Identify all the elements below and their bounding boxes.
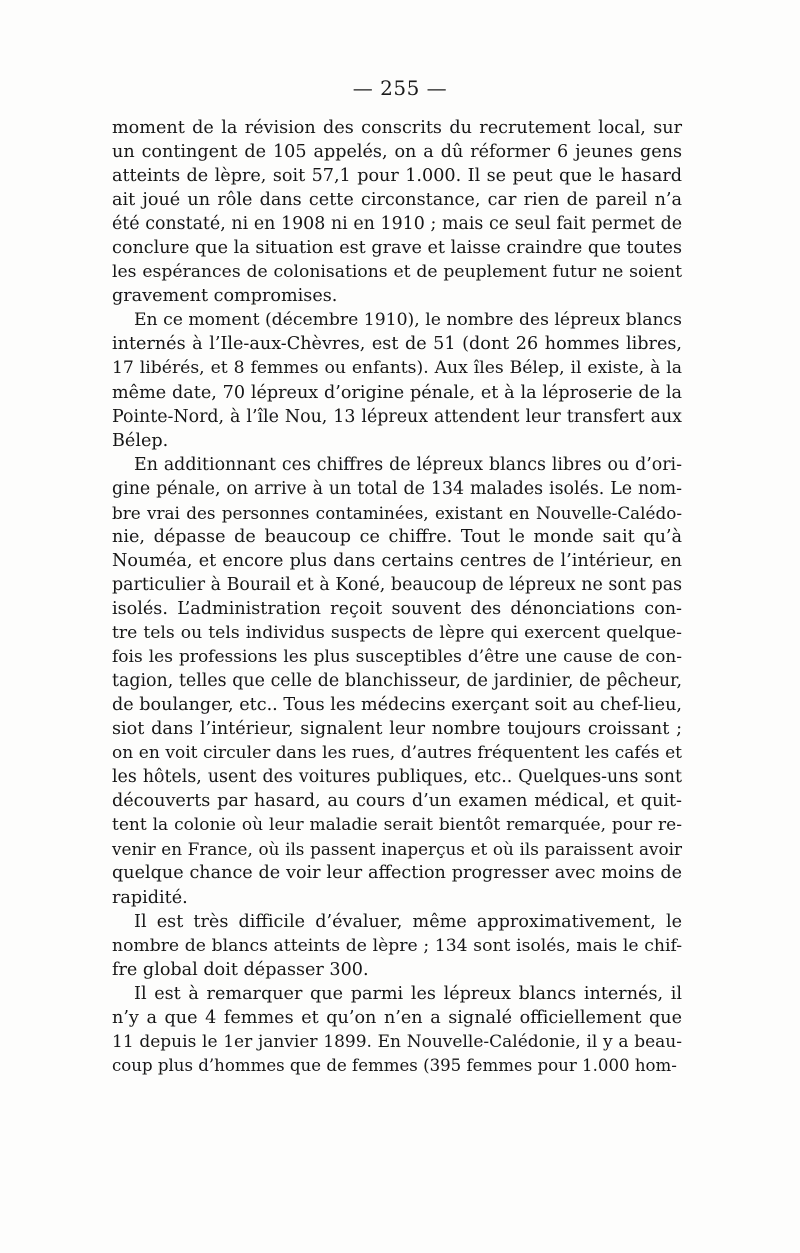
text-line: En additionnant ces chiffres de lépreux blancs libres ou d’ori- [134, 454, 682, 475]
text-line: un contingent de 105 appelés, on a dû réformer 6 jeunes gens [112, 142, 682, 163]
text-line: rapidité. [112, 887, 188, 908]
text-line: tagion, telles que celle de blanchisseur, de jardinier, de pêcheur, [112, 671, 682, 692]
text-line: isolés. L’administration reçoit souvent des dénonciations con- [112, 598, 682, 619]
text-line: les hôtels, usent des voitures publiques, etc.. Quelques-uns sont [112, 767, 682, 788]
text-line: siot dans l’intérieur, signalent leur nombre toujours croissant ; [112, 719, 682, 740]
text-line: 17 libérés, et 8 femmes ou enfants). Aux îles Bélep, il existe, à la [112, 358, 682, 379]
text-line: 11 depuis le 1er janvier 1899. En Nouvelle-Calédonie, il y a beau- [112, 1031, 682, 1052]
text-line: fre global doit dépasser 300. [112, 959, 369, 980]
text-line: Pointe-Nord, à l’île Nou, 13 lépreux attendent leur transfert aux [112, 406, 682, 427]
text-line: moment de la révision des conscrits du recrutement local, sur [112, 118, 682, 138]
text-line: conclure que la situation est grave et laisse craindre que toutes [112, 238, 682, 259]
text-line: fois les professions les plus susceptibles d’être une cause de con- [112, 647, 682, 668]
text-line: Il est à remarquer que parmi les lépreux blancs internés, il [134, 983, 682, 1004]
text-line: quelque chance de voir leur affection progresser avec moins de [112, 863, 682, 884]
text-line: particulier à Bourail et à Koné, beaucoup de lépreux ne sont pas [112, 574, 682, 595]
text-line: venir en France, où ils passent inaperçus et où ils paraissent avoir [112, 839, 682, 860]
text-line: Bélep. [112, 430, 169, 451]
text-line: Nouméa, et encore plus dans certains centres de l’intérieur, en [112, 550, 682, 571]
paragraph [112, 453, 682, 910]
text-line: gine pénale, on arrive à un total de 134 malades isolés. Le nom- [112, 478, 682, 499]
text-line: tre tels ou tels individus suspects de lèpre qui exercent quelque- [112, 622, 682, 643]
text-line: les espérances de colonisations et de peuplement futur ne soient [112, 262, 682, 283]
text-line: découverts par hasard, au cours d’un examen médical, et quit- [112, 791, 682, 812]
text-line: n’y a que 4 femmes et qu’on n’en a signalé officiellement que [112, 1007, 682, 1028]
text-line: coup plus d’hommes que de femmes (395 femmes pour 1.000 hom- [112, 1055, 677, 1075]
text-line: internés à l’Ile-aux-Chèvres, est de 51 (dont 26 hommes libres, [112, 334, 682, 355]
page-number: — 255 — [352, 76, 448, 100]
text-line: on en voit circuler dans les rues, d’autres fréquentent les cafés et [112, 743, 682, 764]
text-line: En ce moment (décembre 1910), le nombre des lépreux blancs [134, 310, 682, 331]
text-line: nombre de blancs atteints de lèpre ; 134 sont isolés, mais le chif- [112, 935, 682, 956]
text-line: tent la colonie où leur maladie serait bientôt remarquée, pour re- [112, 815, 682, 836]
paragraph [112, 116, 682, 308]
paragraph [112, 982, 682, 1078]
text-line: ait joué un rôle dans cette circonstance, car rien de pareil n’a [112, 190, 682, 211]
text-line: de boulanger, etc.. Tous les médecins exerçant soit au chef-lieu, [112, 695, 682, 716]
text-line: bre vrai des personnes contaminées, existant en Nouvelle-Calédo- [112, 502, 682, 523]
text-line: gravement compromises. [112, 286, 338, 307]
text-line: atteints de lèpre, soit 57,1 pour 1.000. Il se peut que le hasard [112, 166, 682, 187]
text-line: même date, 70 lépreux d’origine pénale, et à la léproserie de la [112, 382, 682, 403]
paragraph [112, 910, 682, 982]
paragraph [112, 308, 682, 452]
text-line: Il est très difficile d’évaluer, même approximativement, le [134, 911, 682, 932]
text-line: été constaté, ni en 1908 ni en 1910 ; mais ce seul fait permet de [112, 214, 682, 235]
body-text [112, 116, 682, 1078]
text-line: nie, dépasse de beaucoup ce chiffre. Tout le monde sait qu’à [112, 526, 682, 547]
